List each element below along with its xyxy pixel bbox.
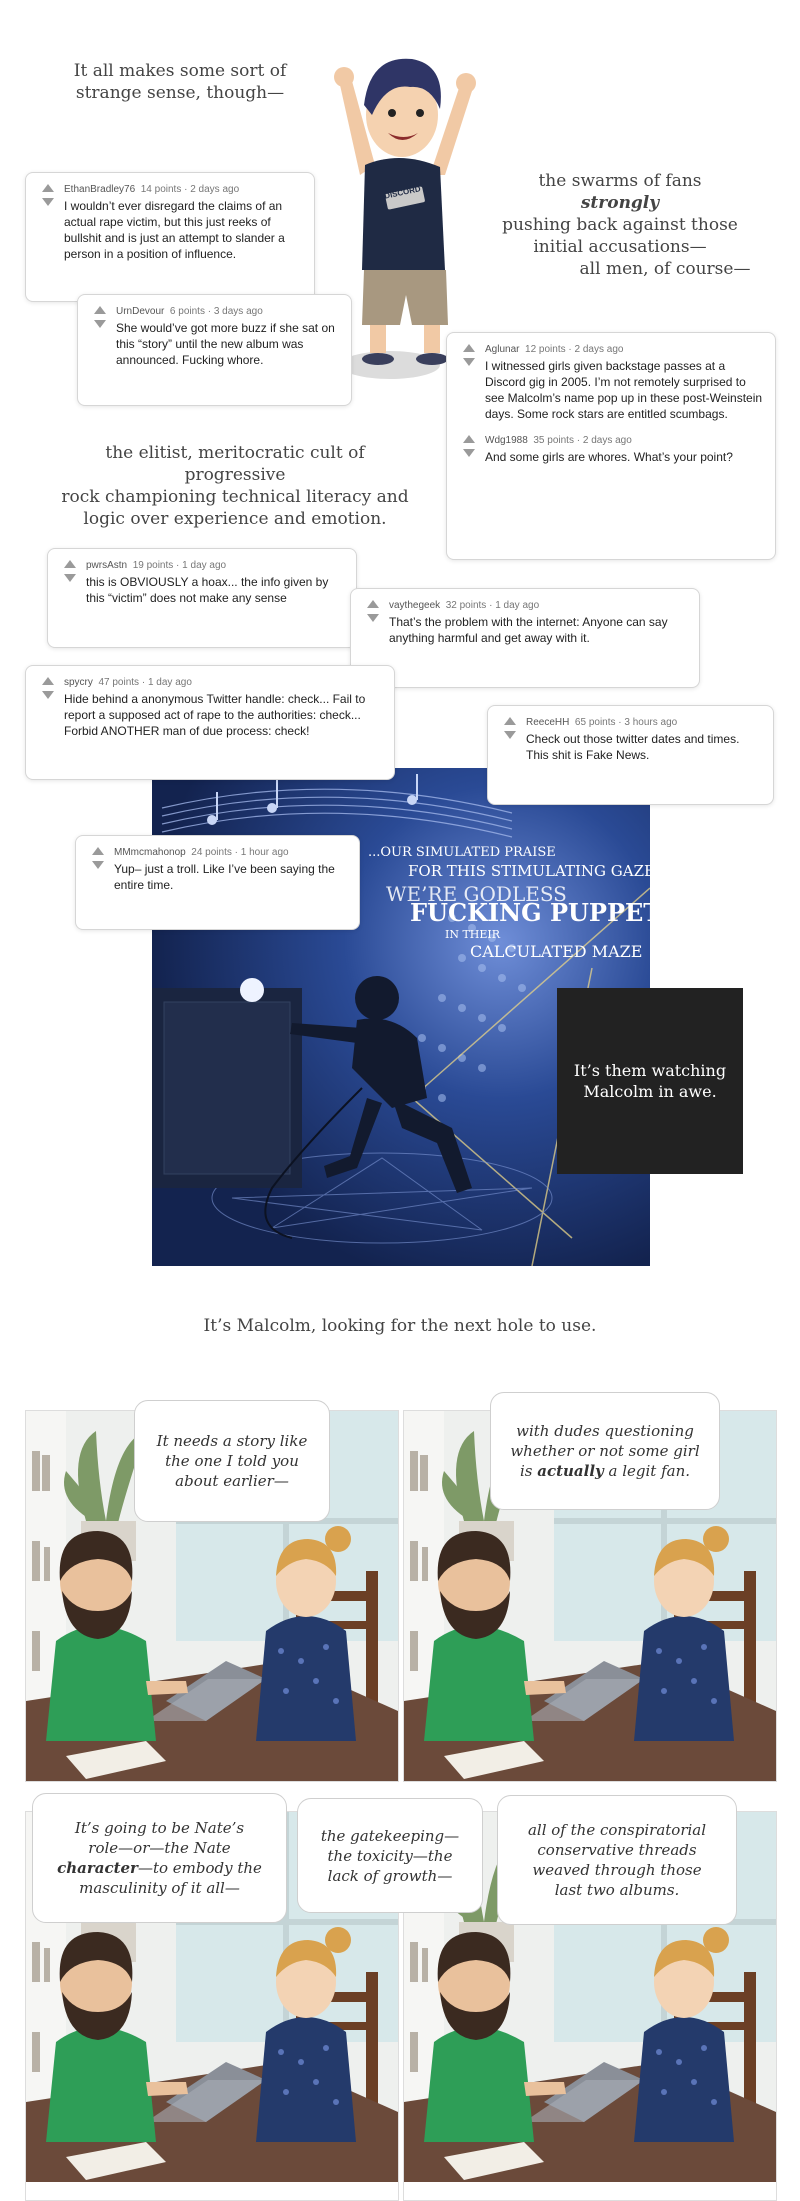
comment-text: I wouldn’t ever disregard the claims of an actual rape victim, but this just reeks of bullshit and is just an attempt to slander a person in a position of influence. xyxy=(64,199,285,261)
speech-bubble: with dudes questioning whether or not some girl is actually a legit fan. xyxy=(490,1392,720,1510)
speech-bubble: It’s going to be Nate’s role—or—the Nate character—to embody the masculinity of it all— xyxy=(32,1793,287,1923)
comment-username[interactable]: MMmcmahonop xyxy=(114,847,186,858)
comment-text: And some girls are whores. What’s your point? xyxy=(485,450,733,464)
comment-text: this is OBVIOUSLY a hoax... the info given by this “victim” does not make any sense xyxy=(86,575,329,605)
upvote-arrow-icon[interactable] xyxy=(92,847,104,855)
comment-age: 3 days ago xyxy=(213,306,263,317)
downvote-arrow-icon[interactable] xyxy=(504,731,516,739)
speech-bubble: all of the conspiratorial conservative threads weaved through those last two albums. xyxy=(497,1795,737,1925)
comment-age: 2 days ago xyxy=(574,344,624,355)
downvote-arrow-icon[interactable] xyxy=(42,691,54,699)
intro-caption: It all makes some sort of strange sense, though— xyxy=(73,61,287,103)
shirt-logo-text: DISCORD xyxy=(383,184,422,201)
comment-age: 1 day ago xyxy=(495,600,540,611)
elitist-caption: the elitist, meritocratic cult of progressive rock championing technical literacy and logic over experience and emotion. xyxy=(61,443,409,529)
comment-points: 65 points xyxy=(574,717,616,728)
comment-text: Check out those twitter dates and times. This shit is Fake News. xyxy=(526,732,740,762)
lyric-line: WE’RE GODLESS xyxy=(386,882,567,906)
comment-card: Aglunar 12 points · 2 days ago I witnessed girls given backstage passes at a Discord gig in 2005. I’m not remotely surprised to see Malcolm’s name pop up in these post-Weinstein days. Some rock stars are entitled scumbags. Wdg1988 35 points · 2 days ago And some girls are whores. What’s your point? xyxy=(446,332,776,560)
comment-reply: Wdg1988 35 points · 2 days ago And some girls are whores. What’s your point? xyxy=(459,434,763,465)
comment-age: 2 days ago xyxy=(190,184,240,195)
comment-text: Hide behind a anonymous Twitter handle: check... Fail to report a supposed act of rape to the authorities: check... Forbid ANOTHER man of due process: check! xyxy=(64,692,366,738)
comment-username[interactable]: Wdg1988 xyxy=(485,435,528,446)
comment-username[interactable]: pwrsAstn xyxy=(86,560,128,571)
all-men-caption: all men, of course— xyxy=(579,259,751,279)
upvote-arrow-icon[interactable] xyxy=(463,435,475,443)
downvote-arrow-icon[interactable] xyxy=(463,449,475,457)
comment-username[interactable]: EthanBradley76 xyxy=(64,184,136,195)
upvote-arrow-icon[interactable] xyxy=(463,344,475,352)
downvote-arrow-icon[interactable] xyxy=(64,574,76,582)
comment-points: 47 points xyxy=(98,677,140,688)
awe-caption-box: It’s them watching Malcolm in awe. xyxy=(557,988,743,1174)
comment-card: pwrsAstn 19 points · 1 day ago this is OBVIOUSLY a hoax... the info given by this “victim” does not make any sense xyxy=(47,548,357,648)
comment-age: 3 hours ago xyxy=(624,717,678,728)
lyric-line: ...OUR SIMULATED PRAISE xyxy=(368,845,556,860)
comment-card: vaythegeek 32 points · 1 day ago That’s the problem with the internet: Anyone can say anything harmful and get away with it. xyxy=(350,588,700,688)
lyric-line: IN THEIR xyxy=(445,928,501,941)
lyric-line: FOR THIS STIMULATING GAZE xyxy=(408,862,655,880)
malcolm-next-caption: It’s Malcolm, looking for the next hole to use. xyxy=(203,1316,597,1336)
speech-bubble: It needs a story like the one I told you about earlier— xyxy=(134,1400,330,1522)
upvote-arrow-icon[interactable] xyxy=(94,306,106,314)
comment-points: 24 points xyxy=(191,847,232,858)
lyric-line: FUCKING PUPPETS xyxy=(410,898,679,927)
lyric-line: CALCULATED MAZE xyxy=(470,942,643,961)
downvote-arrow-icon[interactable] xyxy=(92,861,104,869)
comment-card: UrnDevour 6 points · 3 days ago She would’ve got more buzz if she sat on this “story” until the new album was announced. Fucking whore. xyxy=(77,294,352,406)
downvote-arrow-icon[interactable] xyxy=(367,614,379,622)
upvote-arrow-icon[interactable] xyxy=(367,600,379,608)
comment-card: MMmcmahonop 24 points · 1 hour ago Yup– just a troll. Like I’ve been saying the entire time. xyxy=(75,835,360,930)
comment-card: spycry 47 points · 1 day ago Hide behind a anonymous Twitter handle: check... Fail to report a supposed act of rape to the authorities: check... Forbid ANOTHER man of due process: check! xyxy=(25,665,395,780)
comment-username[interactable]: UrnDevour xyxy=(116,306,165,317)
comment-points: 35 points xyxy=(533,435,574,446)
comment-username[interactable]: spycry xyxy=(64,677,93,688)
comment-username[interactable]: ReeceHH xyxy=(526,717,570,728)
comment-age: 1 day ago xyxy=(182,560,227,571)
downvote-arrow-icon[interactable] xyxy=(42,198,54,206)
comment-username[interactable]: Aglunar xyxy=(485,344,520,355)
comment-age: 1 hour ago xyxy=(240,847,289,858)
downvote-arrow-icon[interactable] xyxy=(94,320,106,328)
upvote-arrow-icon[interactable] xyxy=(42,184,54,192)
comment-username[interactable]: vaythegeek xyxy=(389,600,441,611)
upvote-arrow-icon[interactable] xyxy=(504,717,516,725)
comment-age: 1 day ago xyxy=(147,677,192,688)
comment-text: That’s the problem with the internet: Anyone can say anything harmful and get away with it. xyxy=(389,615,668,645)
comment-points: 6 points xyxy=(169,306,205,317)
comment-points: 19 points xyxy=(132,560,174,571)
swarms-caption: the swarms of fans strongly pushing back against those initial accusations— xyxy=(502,171,738,257)
comment-points: 14 points xyxy=(140,184,182,195)
comment-text: She would’ve got more buzz if she sat on this “story” until the new album was announced. Fucking whore. xyxy=(116,321,335,367)
comment-age: 2 days ago xyxy=(582,435,632,446)
upvote-arrow-icon[interactable] xyxy=(64,560,76,568)
comment-points: 32 points xyxy=(445,600,487,611)
upvote-arrow-icon[interactable] xyxy=(42,677,54,685)
comment-text: I witnessed girls given backstage passes at a Discord gig in 2005. I’m not remotely surprised to see Malcolm’s name pop up in these post-Weinstein days. Some rock stars are entitled scumbags. xyxy=(485,359,763,421)
comment-card: ReeceHH 65 points · 3 hours ago Check out those twitter dates and times. This shit is Fake News. xyxy=(487,705,774,805)
comment-points: 12 points xyxy=(525,344,566,355)
comment-text: Yup– just a troll. Like I’ve been saying the entire time. xyxy=(114,862,335,892)
downvote-arrow-icon[interactable] xyxy=(463,358,475,366)
speech-bubble: the gatekeeping— the toxicity—the lack of growth— xyxy=(297,1798,483,1913)
comment-card: EthanBradley76 14 points · 2 days ago I wouldn’t ever disregard the claims of an actual rape victim, but this just reeks of bullshit and is just an attempt to slander a person in a position of influence. xyxy=(25,172,315,302)
